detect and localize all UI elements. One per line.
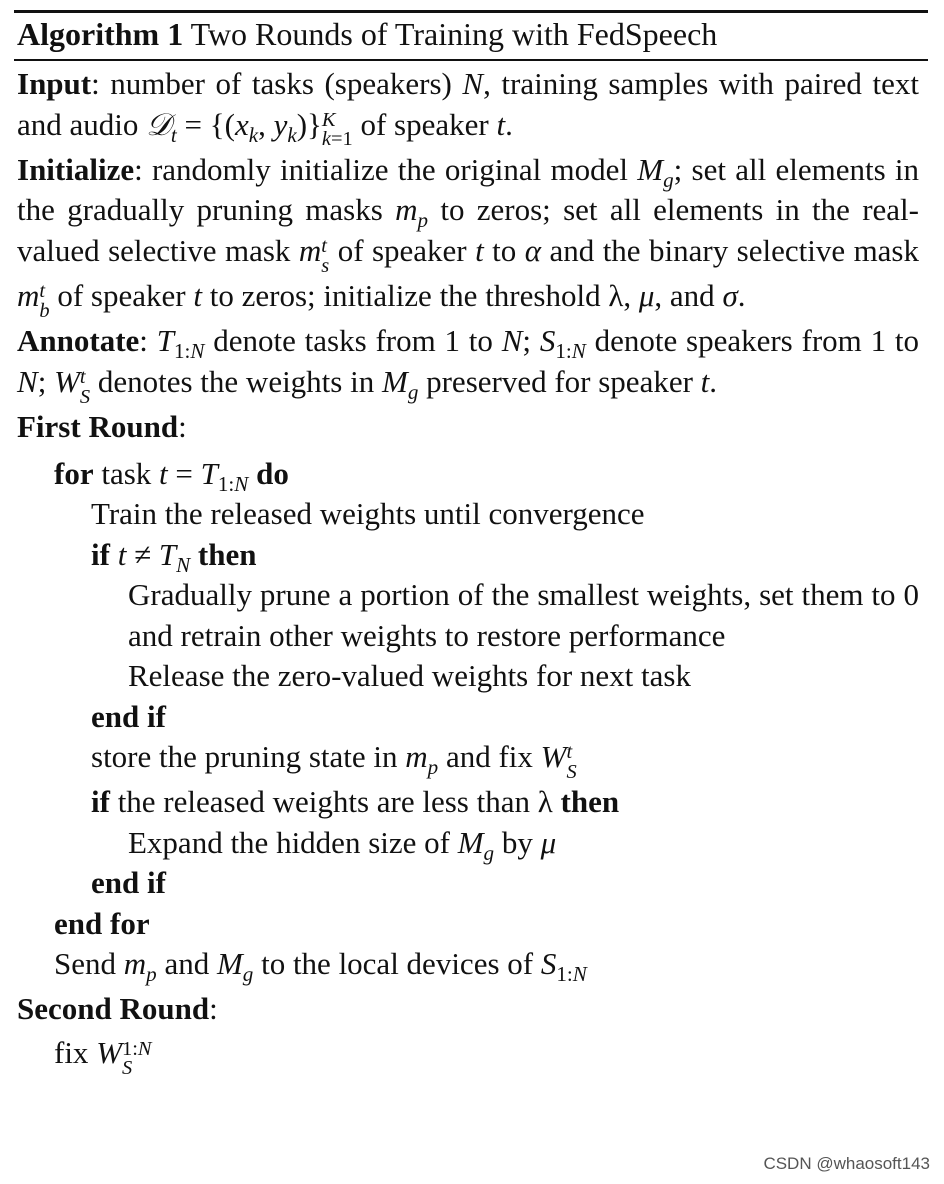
- for-text: task: [101, 455, 152, 491]
- caption-rule: [14, 59, 928, 61]
- fix-text: fix: [54, 1035, 89, 1071]
- if2-text: the released weights are less than: [117, 784, 530, 820]
- if-keyword: if: [91, 536, 110, 572]
- train-line: Train the released weights until convergence: [91, 496, 645, 532]
- algorithm-title: Two Rounds of Training with FedSpeech: [190, 16, 718, 52]
- initialize-text-5: to: [483, 232, 525, 268]
- initialize-paragraph: Initialize: randomly initialize the original model $M_g$; set all elements in the gradually pruning masks $m_p$ to zeros; set all elements in the real-valued selective mask m t s of speaker t to α and the binary selective mask m t b of speaker t to zeros; initialize the threshold λ, μ, and σ.: [17, 151, 920, 322]
- initialize-text-3: to zeros; set all elements in the real-valued selective mask: [17, 192, 919, 268]
- fix-line: fix W 1:N S: [54, 1035, 152, 1080]
- first-round-heading: First Round:: [17, 409, 187, 445]
- second-round-heading: Second Round:: [17, 990, 218, 1026]
- annotate-text-4: preserved for speaker: [418, 363, 701, 399]
- if2-keyword: if: [91, 784, 110, 820]
- send-text-3: to the local devices of: [261, 946, 534, 982]
- initialize-text-4: of speaker: [329, 232, 476, 268]
- algorithm-body: [17, 64, 919, 1079]
- input-text: : number of tasks (speakers): [91, 66, 463, 101]
- store-text-2: and fix: [445, 739, 533, 775]
- initialize-label: Initialize: [17, 151, 135, 187]
- release-line: Release the zero-valued weights for next task: [128, 658, 691, 694]
- input-text-2: , training samples with paired text and audio: [17, 66, 919, 142]
- if2-line: if the released weights are less than λ then: [91, 784, 620, 820]
- send-text: Send: [54, 946, 116, 982]
- annotate-paragraph: Annotate: $T_{1:N}$ denote tasks from 1 to N; $S_{1:N}$ denote speakers from 1 to N; W t S denotes the weights in $M_g$ preserved for speaker t.: [17, 323, 919, 408]
- store-line: store the pruning state in $m_p$ and fix W t S: [91, 739, 577, 783]
- initialize-text: : randomly initialize the original model: [134, 151, 638, 187]
- store-text: store the pruning state in: [91, 739, 398, 775]
- annotate-text-3: denotes the weights in: [90, 363, 382, 399]
- end-for-line: end for: [54, 905, 150, 941]
- expand-text: Expand the hidden size of: [128, 824, 450, 860]
- algorithm-label: Algorithm 1: [17, 16, 184, 52]
- initialize-text-6: and the binary selective mask: [541, 232, 919, 268]
- initialize-text-2: ; set all elements in the gradually pruning masks: [17, 151, 920, 228]
- initialize-text-7: of speaker: [49, 278, 194, 314]
- annotate-text: denote tasks from 1 to: [204, 323, 502, 359]
- first-round-label: First Round: [17, 409, 179, 445]
- initialize-text-9: and: [662, 278, 723, 314]
- top-rule: [14, 10, 928, 13]
- algorithm-caption: [17, 14, 717, 54]
- end-if-line: end if: [91, 698, 166, 734]
- send-text-2: and: [164, 946, 210, 982]
- prune-line: Gradually prune a portion of the smallest weights, set them to 0 and retrain other weights to restore performance: [128, 577, 919, 653]
- send-line: Send $m_p$ and $M_g$ to the local devices of $S_{1:N}$: [54, 946, 587, 987]
- for-line: for task $t = T_{1:N}$ do: [54, 455, 289, 496]
- expand-text-2: by: [501, 824, 533, 860]
- annotate-text-2: denote speakers from 1 to: [585, 323, 919, 359]
- then-keyword: then: [197, 536, 257, 572]
- then2-keyword: then: [560, 784, 620, 820]
- watermark: CSDN @whaosoft143: [763, 1154, 930, 1173]
- end-if2-line: end if: [91, 865, 166, 901]
- for-keyword: for: [54, 455, 94, 491]
- expand-line: Expand the hidden size of $M_g$ by μ: [128, 824, 557, 866]
- initialize-text-8: to zeros; initialize the threshold: [201, 278, 609, 314]
- input-label: Input: [17, 66, 92, 101]
- second-round-label: Second Round: [17, 990, 210, 1026]
- input-text-3: of speaker: [352, 106, 497, 142]
- annotate-label: Annotate: [17, 323, 140, 359]
- do-keyword: do: [256, 455, 289, 491]
- if-line: if $t \ne T_N$ then: [91, 536, 257, 577]
- input-paragraph: Input: number of tasks (speakers) N, training samples with paired text and audio 𝒟$_t$ = {($x_k$, $y_k$)} K k=1 of speaker t.: [17, 66, 919, 151]
